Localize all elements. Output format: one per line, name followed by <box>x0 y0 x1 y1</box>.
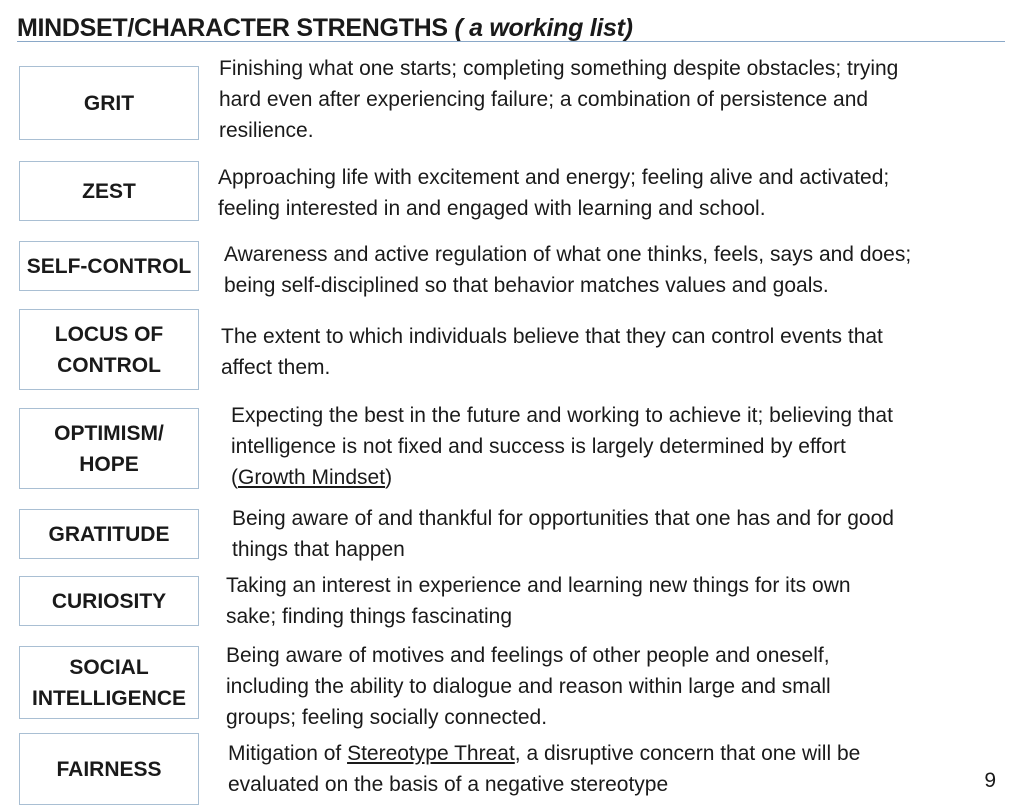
strength-label: GRATITUDE <box>48 522 170 546</box>
strength-desc-fairness: Mitigation of Stereotype Threat, a disruptive concern that one will be evaluated on the basis of a negative stereotype <box>228 742 861 796</box>
strength-box-grit <box>19 66 199 140</box>
strength-label: ZEST <box>82 179 136 203</box>
strength-box-zest <box>19 161 199 221</box>
growth-mindset-link[interactable]: Growth Mindset <box>238 466 386 489</box>
strength-desc-gratitude: Being aware of and thankful for opportunities that one has and for good things that happen <box>232 507 894 561</box>
page-title <box>17 14 633 43</box>
strength-label: LOCUS OF <box>54 322 164 346</box>
strength-box-fairness <box>19 733 199 805</box>
strength-label: OPTIMISM/ <box>54 421 164 445</box>
strength-desc-self-control: Awareness and active regulation of what one thinks, feels, says and does; being self-disciplined so that behavior matches values and goals. <box>224 243 912 297</box>
title-subtitle: ( a working list) <box>454 14 633 42</box>
strength-label: SOCIAL <box>69 655 149 679</box>
page-number: 9 <box>984 769 996 792</box>
strength-label: INTELLIGENCE <box>31 686 186 710</box>
strength-label: SELF-CONTROL <box>26 254 192 278</box>
strength-label: HOPE <box>79 452 139 476</box>
strength-box-social-intelligence <box>19 646 199 719</box>
title-main: MINDSET/CHARACTER STRENGTHS <box>17 14 448 42</box>
strength-desc-social-intelligence: Being aware of motives and feelings of other people and oneself, including the ability to dialogue and reason within large and small groups; feeling socially connected. <box>226 644 831 729</box>
strength-box-gratitude <box>19 509 199 559</box>
strength-desc-locus-of-control: The extent to which individuals believe that they can control events that affect them. <box>221 325 883 379</box>
strength-desc-optimism-hope: Expecting the best in the future and working to achieve it; believing that intelligence is not fixed and success is largely determined by effort (Growth Mindset) <box>231 404 893 489</box>
strength-box-optimism-hope <box>19 408 199 489</box>
strength-label: GRIT <box>83 91 135 115</box>
strength-desc-curiosity: Taking an interest in experience and learning new things for its own sake; finding things fascinating <box>226 574 851 628</box>
title-divider <box>17 41 1005 42</box>
stereotype-threat-link[interactable]: Stereotype Threat <box>347 742 515 765</box>
strength-box-self-control <box>19 241 199 291</box>
strength-box-curiosity <box>19 576 199 626</box>
strength-label: CONTROL <box>57 353 161 377</box>
strength-box-locus-of-control <box>19 309 199 390</box>
strength-label: CURIOSITY <box>51 589 167 613</box>
strength-label: FAIRNESS <box>56 757 162 781</box>
strength-desc-zest: Approaching life with excitement and energy; feeling alive and activated; feeling interested in and engaged with learning and school. <box>218 166 890 220</box>
strength-desc-grit: Finishing what one starts; completing something despite obstacles; trying hard even after experiencing failure; a combination of persistence and resilience. <box>219 57 899 142</box>
